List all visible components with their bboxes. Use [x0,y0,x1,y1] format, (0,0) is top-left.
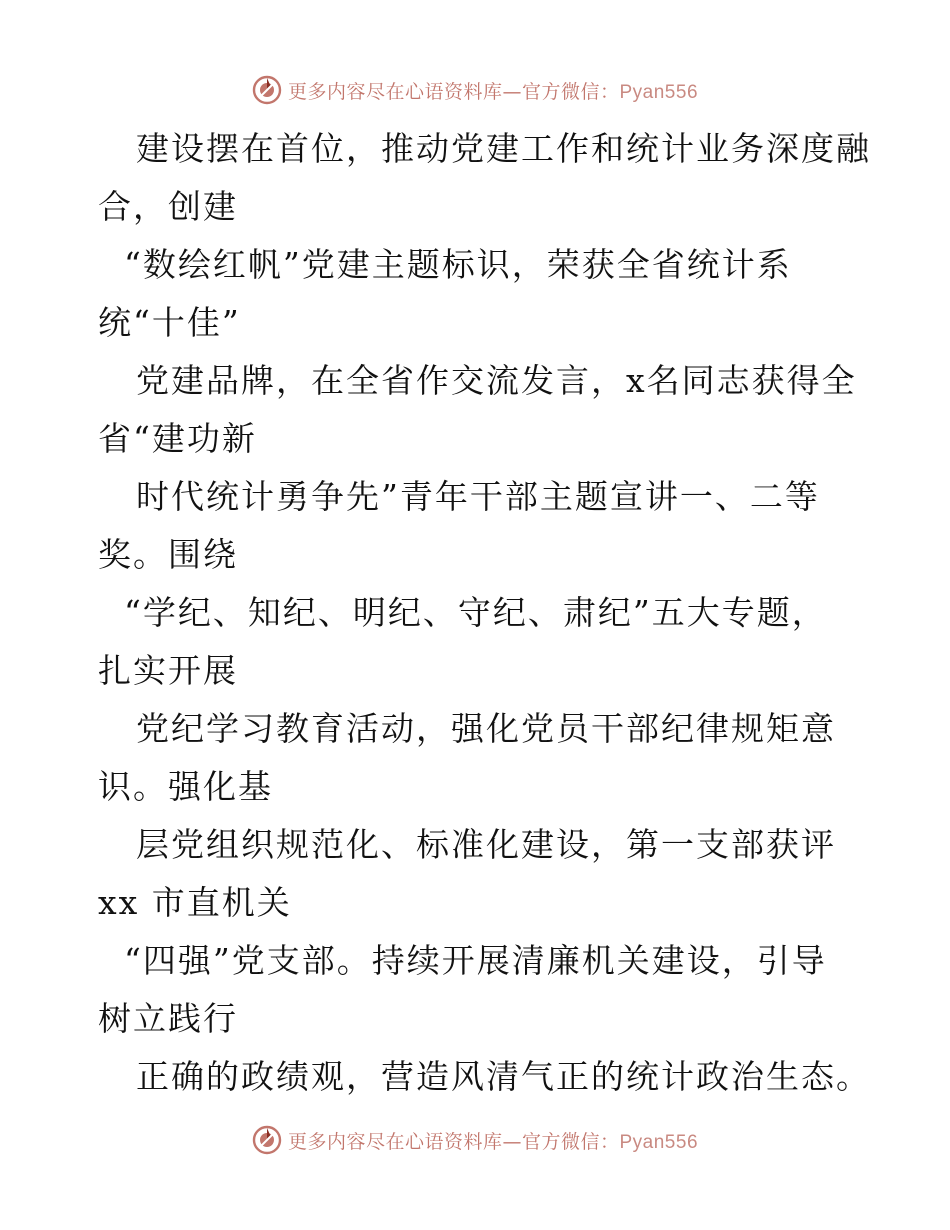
footer-watermark [0,1122,950,1158]
text-line: 识。强化基 [98,767,273,806]
brand-logo-icon [252,75,282,105]
text-line: 党建品牌，在全省作交流发言，x名同志获得全 [136,361,857,400]
text-line: 层党组织规范化、标准化建设，第一支部获评 [136,825,836,864]
text-line: 树立践行 [98,999,238,1038]
text-line: 扎实开展 [98,651,238,690]
text-line: “数绘红帆”党建主题标识，荣获全省统计系 [124,245,792,284]
text-line: “四强”党支部。持续开展清廉机关建设，引导 [124,941,827,980]
text-line: 党纪学习教育活动，强化党员干部纪律规矩意 [136,709,836,748]
text-line: 建设摆在首位，推动党建工作和统计业务深度融 [136,129,871,168]
header-watermark [0,72,950,108]
watermark-text: 更多内容尽在心语资料库—官方微信：Pyan556 [287,80,699,103]
text-line: 时代统计勇争先”青年干部主题宣讲一、二等 [136,477,820,516]
text-line: xx 市直机关 [98,883,292,922]
brand-logo-icon [252,1125,282,1155]
text-line: 正确的政绩观，营造风清气正的统计政治生态。 [136,1057,871,1096]
watermark-text: 更多内容尽在心语资料库—官方微信：Pyan556 [287,1130,699,1153]
text-line: 奖。围绕 [98,535,238,574]
text-line: 合，创建 [98,187,238,226]
text-line: 省“建功新 [98,419,257,458]
text-line: “学纪、知纪、明纪、守纪、肃纪”五大专题， [124,593,827,632]
text-line: 统“十佳” [98,303,241,342]
